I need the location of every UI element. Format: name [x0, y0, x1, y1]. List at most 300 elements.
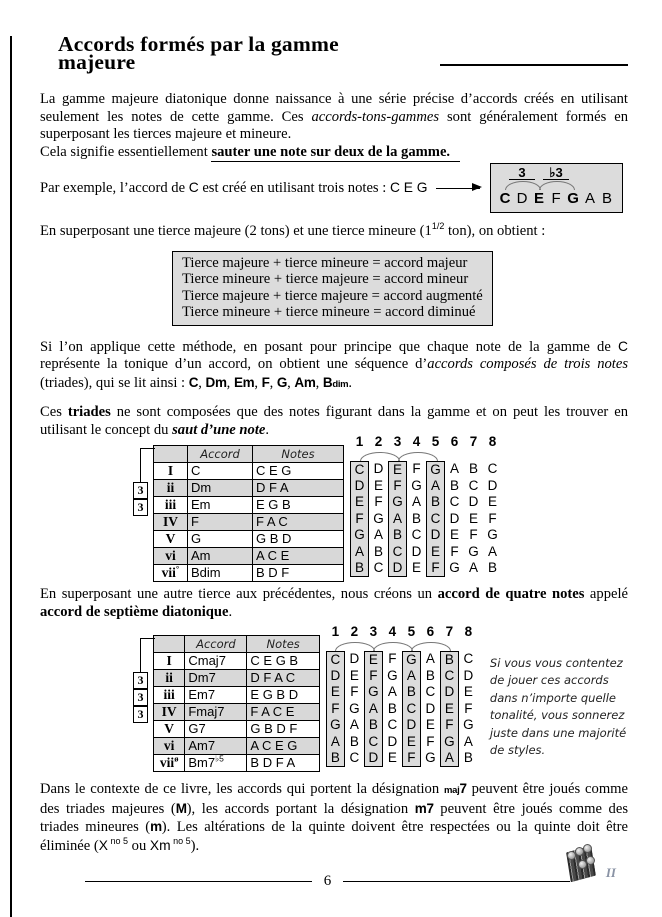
table-row — [154, 670, 320, 687]
triads-section — [127, 433, 628, 582]
text-run: Ces — [40, 404, 68, 420]
publisher-logo — [562, 842, 616, 884]
grid-number: 7 — [469, 434, 478, 449]
table-cell: iii — [154, 497, 188, 514]
seventh-note-grid — [326, 623, 478, 767]
text-run: Si l’on applique cette méthode, en posant pour principe que chaque note de la gamme de — [40, 338, 619, 355]
note-cell: F — [440, 717, 459, 734]
chord-table — [153, 635, 320, 772]
table-cell: F A C E — [247, 704, 320, 721]
table-cell: Fmaj7 — [185, 704, 247, 721]
note-cell: D — [425, 700, 436, 716]
text-run: , — [287, 374, 295, 391]
note-cell: G — [364, 684, 383, 701]
table-cell: Cmaj7 — [185, 653, 247, 670]
note-cell: B — [373, 543, 383, 559]
note-cell: C — [425, 684, 436, 699]
grid-number: 4 — [412, 434, 421, 449]
third-interval-box: 3 — [133, 706, 148, 723]
table-row — [154, 531, 344, 548]
text-run: C E G — [389, 179, 428, 195]
arrow-right-icon — [436, 188, 480, 189]
third-arcs — [350, 451, 502, 461]
third-interval-box: 3 — [133, 689, 148, 706]
note-cell: A — [426, 478, 445, 495]
note-cell: A — [349, 717, 359, 732]
text-run: accords composés de trois notes — [427, 356, 628, 372]
grid-number: 1 — [355, 434, 364, 449]
third-arcs — [326, 641, 478, 651]
note-cell: E — [350, 494, 369, 511]
note-cell: A — [350, 544, 369, 561]
table-cell: I — [154, 463, 188, 480]
note-cell: D — [468, 494, 479, 509]
table-cell: C — [188, 463, 253, 480]
note-cell: D — [349, 651, 360, 666]
table-row — [154, 653, 320, 670]
third-arc-icon — [360, 452, 400, 461]
table-cell: A C E G — [247, 738, 320, 755]
note-cell: A — [388, 511, 407, 528]
grid-number: 7 — [445, 624, 454, 639]
note-cell: G — [487, 527, 498, 542]
table-cell: Bdim — [188, 565, 253, 582]
triad-note-grid — [350, 433, 502, 577]
note-cell: B — [449, 477, 459, 493]
table-row — [154, 565, 344, 582]
text-run: 1/2 — [431, 221, 445, 232]
rule-line-3: Tierce majeure + tierce majeure = accord augmenté — [182, 287, 483, 304]
third-interval-box: 3 — [133, 672, 148, 689]
text-run: maj — [444, 785, 460, 796]
note-cell: B — [468, 461, 478, 476]
grid-number: 8 — [464, 624, 473, 639]
note-cell: A — [364, 701, 383, 718]
text-run: M — [175, 800, 187, 816]
note-cell: B — [426, 494, 445, 511]
rule-line-1: Tierce majeure + tierce mineure = accord majeur — [182, 254, 468, 271]
scale-letter: C — [499, 190, 511, 207]
note-cell: G — [387, 667, 398, 683]
interval-label: ♭3 — [543, 166, 569, 180]
text-run: représente la tonique d’un accord, on obtient une séquence d’ — [40, 356, 428, 372]
chord-table — [153, 445, 344, 582]
table-cell: vii° — [154, 565, 188, 582]
text-run: sauter une note sur deux de la gamme. — [211, 144, 460, 162]
text-run: m — [150, 819, 162, 834]
third-arc-icon — [398, 452, 438, 461]
note-cell: D — [387, 733, 398, 749]
page-content — [0, 32, 662, 855]
table-cell: E G B D — [247, 687, 320, 704]
note-cell: G — [468, 543, 479, 559]
note-cell: B — [440, 651, 459, 668]
text-run: Am — [294, 374, 316, 390]
third-interval-box: 3 — [133, 482, 148, 499]
table-row — [154, 497, 344, 514]
grid-body — [326, 651, 478, 767]
text-run: F — [261, 374, 270, 390]
note-cell: F — [350, 684, 359, 699]
note-cell: C — [326, 651, 345, 668]
table-cell: G B D — [253, 531, 344, 548]
table-cell: Am — [188, 548, 253, 565]
table-row — [154, 463, 344, 480]
note-cell: C — [388, 544, 407, 561]
note-cell: D — [364, 750, 383, 767]
note-cell: C — [364, 734, 383, 751]
table-cell: A C E — [253, 548, 344, 565]
scan-edge-line — [10, 36, 12, 917]
note-cell: E — [426, 544, 445, 561]
grid-number: 6 — [426, 624, 435, 639]
text-run: ou — [128, 837, 150, 854]
grid-number: 3 — [369, 624, 378, 639]
note-cell: D — [426, 527, 445, 544]
note-cell: E — [411, 560, 421, 575]
table-cell: vi — [154, 548, 188, 565]
note-cell: G — [440, 734, 459, 751]
text-run: G — [276, 374, 288, 390]
table-cell: F — [188, 514, 253, 531]
context-paragraph — [40, 780, 628, 855]
note-cell: G — [425, 750, 436, 765]
tuning-peg-icon — [586, 856, 595, 865]
note-cell: F — [412, 461, 421, 476]
table-cell: G7 — [185, 721, 247, 738]
note-cell: C — [411, 527, 422, 542]
text-run: sont généralement formés en superposant les tierces majeure et mineure. — [40, 108, 628, 142]
note-cell: F — [326, 701, 345, 718]
note-cell: F — [469, 527, 478, 542]
text-run: (triades), qui se lit ainsi : — [40, 374, 189, 391]
table-cell: vi — [154, 738, 185, 755]
note-cell: D — [326, 668, 345, 685]
scale-letter: G — [567, 190, 579, 207]
table-cell: C E G B — [247, 653, 320, 670]
note-cell: D — [350, 478, 369, 495]
table-row — [154, 480, 344, 497]
note-cell: G — [388, 494, 407, 511]
note-cell: B — [411, 510, 421, 526]
note-cell: G — [349, 700, 360, 716]
note-cell: F — [374, 494, 383, 509]
third-arc-icon — [373, 642, 413, 651]
note-cell: B — [349, 733, 359, 749]
third-interval-box: 3 — [133, 499, 148, 516]
text-run: Em — [233, 374, 255, 390]
column-header: Notes — [247, 636, 320, 653]
text-run: peuvent être joués comme des triades majeures ( — [40, 781, 628, 817]
table-cell: I — [154, 653, 185, 670]
text-run: accord de septième diatonique — [40, 603, 229, 620]
table-cell: B D F — [253, 565, 344, 582]
note-cell: A — [387, 684, 397, 699]
note-cell: C — [387, 717, 398, 732]
intro-paragraph — [40, 91, 628, 144]
table-cell: V — [154, 721, 185, 738]
handwritten-margin-note: Si vous vous contentez de jouer ces accords dans n’importe quelle tonalité, vous sonnerez juste dans une majorité de styles. — [489, 656, 627, 758]
text-run: Cela signifie essentiellement — [40, 143, 212, 160]
table-cell: ii — [154, 480, 188, 497]
note-cell: A — [402, 668, 421, 685]
text-run: appelé — [584, 586, 629, 602]
table-cell: V — [154, 531, 188, 548]
note-cell: G — [326, 717, 345, 734]
note-cell: D — [487, 477, 498, 493]
note-cell: B — [350, 560, 369, 577]
note-cell: C — [402, 701, 421, 718]
text-run: . — [348, 374, 352, 391]
note-cell: B — [388, 527, 407, 544]
interval-label: 3 — [509, 166, 535, 180]
note-cell: B — [487, 560, 497, 575]
text-run: Dans le contexte de ce livre, les accords qui portent la désignation — [40, 781, 445, 797]
text-run: . — [265, 421, 270, 438]
text-run: B — [322, 374, 333, 390]
note-cell: G — [463, 717, 474, 732]
footer-rule-left — [85, 881, 312, 882]
scale-letter: F — [551, 190, 561, 207]
text-run: ). — [190, 837, 200, 854]
table-cell: Em — [188, 497, 253, 514]
text-run: est créé en utilisant trois notes : — [198, 179, 390, 196]
table-cell: F A C — [253, 514, 344, 531]
grid-number: 6 — [450, 434, 459, 449]
table-row — [154, 755, 320, 772]
note-cell: B — [402, 684, 421, 701]
note-cell: E — [402, 734, 421, 751]
tuning-peg-icon — [583, 844, 592, 853]
column-header — [154, 446, 188, 463]
example-row — [40, 163, 628, 213]
text-run: m7 — [414, 800, 434, 816]
text-run: Par exemple, l’accord de — [40, 179, 189, 196]
note-cell: B — [425, 667, 435, 683]
third-arc-icon — [539, 181, 575, 190]
sevenths-section — [127, 623, 628, 772]
table-cell: C E G — [253, 463, 344, 480]
note-cell: F — [350, 511, 369, 528]
note-cell: B — [326, 750, 345, 767]
table-cell: Am7 — [185, 738, 247, 755]
third-arc-icon — [335, 642, 375, 651]
text-run: 7 — [459, 781, 467, 796]
note-cell: F — [388, 651, 397, 666]
seventh-paragraph — [40, 586, 628, 621]
interval-labels — [497, 166, 616, 180]
superpose-paragraph — [40, 223, 628, 241]
note-cell: E — [425, 717, 435, 732]
table-cell: G B D F — [247, 721, 320, 738]
grid-number: 3 — [393, 434, 402, 449]
note-cell: C — [440, 668, 459, 685]
text-run: X — [98, 837, 108, 853]
table-row — [154, 721, 320, 738]
note-cell: E — [388, 461, 407, 478]
text-run: Xm — [149, 837, 171, 853]
scale-box — [490, 163, 623, 213]
grid-body — [350, 461, 502, 577]
example-text — [40, 179, 428, 198]
note-cell: C — [426, 511, 445, 528]
note-cell: F — [364, 668, 383, 685]
grid-number: 1 — [331, 624, 340, 639]
table-row — [154, 548, 344, 565]
column-header: Accord — [185, 636, 247, 653]
table-row — [154, 704, 320, 721]
note-cell: C — [468, 477, 479, 493]
note-cell: B — [387, 700, 397, 716]
note-cell: E — [349, 667, 359, 683]
note-cell: A — [425, 651, 435, 666]
note-cell: E — [449, 527, 459, 542]
arrow-head-icon — [472, 183, 482, 191]
note-cell: A — [468, 560, 478, 575]
table-row — [154, 738, 320, 755]
text-run: no 5 — [107, 835, 128, 846]
note-cell: D — [411, 543, 422, 559]
seventh-chord-table — [127, 635, 320, 772]
grid-numbers — [326, 623, 478, 641]
note-cell: C — [487, 461, 498, 476]
text-run: ), les accords portant la désignation — [186, 800, 415, 817]
note-cell: F — [402, 750, 421, 767]
note-cell: B — [364, 717, 383, 734]
note-cell: A — [463, 733, 473, 749]
text-run: , — [269, 374, 277, 391]
scale-letter: B — [602, 190, 613, 207]
text-run: En superposant une tierce majeure (2 tons) et une tierce mineure (1 — [40, 223, 432, 239]
grid-number: 2 — [350, 624, 359, 639]
title-row — [58, 32, 628, 74]
rule-line-4: Tierce mineure + tierce mineure = accord diminué — [182, 304, 476, 320]
note-cell: D — [449, 510, 460, 526]
note-cell: E — [487, 494, 497, 509]
method-paragraph — [40, 338, 628, 394]
triad-chord-table — [127, 445, 344, 582]
note-cell: A — [487, 543, 497, 559]
scale-letter: E — [534, 190, 545, 207]
page-title: Accords formés par la gamme majeure — [58, 32, 339, 74]
text-run: ne sont composées que des notes figurant dans la gamme et on peut les trouver en utilisant le concept du — [40, 404, 628, 438]
table-row — [154, 687, 320, 704]
grid-number: 8 — [488, 434, 497, 449]
title-rule — [440, 64, 628, 66]
text-run: En superposant une autre tierce aux précédentes, nous créons un — [40, 586, 438, 602]
note-cell: F — [388, 478, 407, 495]
note-cell: G — [449, 560, 460, 575]
table-cell: D F A — [253, 480, 344, 497]
table-cell: IV — [154, 704, 185, 721]
third-rules-box — [172, 251, 493, 326]
page-number: 6 — [323, 873, 332, 889]
note-cell: D — [463, 667, 474, 683]
text-run: no 5 — [170, 835, 191, 846]
text-run: saut d’une note — [172, 421, 266, 438]
text-run: C — [188, 179, 199, 195]
note-cell: C — [373, 560, 384, 575]
table-cell: Dm7 — [185, 670, 247, 687]
footer-rule-right — [343, 881, 570, 882]
text-run: , — [226, 374, 234, 391]
table-cell: ii — [154, 670, 185, 687]
note-cell: G — [411, 477, 422, 493]
note-cell: D — [388, 560, 407, 577]
note-cell: E — [468, 510, 478, 526]
note-cell: G — [402, 651, 421, 668]
grid-number: 5 — [431, 434, 440, 449]
note-cell: D — [402, 717, 421, 734]
note-cell: E — [463, 684, 473, 699]
note-cell: F — [426, 560, 445, 577]
note-cell: E — [373, 477, 383, 493]
table-cell: D F A C — [247, 670, 320, 687]
text-run: , — [198, 374, 206, 391]
grid-number: 4 — [388, 624, 397, 639]
note-cell: C — [349, 750, 360, 765]
column-header: Notes — [253, 446, 344, 463]
third-arc-icon — [411, 642, 451, 651]
column-header: Accord — [188, 446, 253, 463]
note-cell: G — [373, 510, 384, 526]
text-run: ). Les altérations de la quinte doivent être respectées ou la quinte doit être éliminée ( — [40, 819, 628, 854]
note-cell: G — [426, 461, 445, 478]
scale-letter: D — [516, 190, 528, 207]
note-cell: A — [440, 750, 459, 767]
text-run: accords-tons-gammes — [311, 108, 440, 125]
note-cell: C — [463, 651, 474, 666]
note-cell: A — [373, 527, 383, 542]
note-cell: E — [326, 684, 345, 701]
text-run: Dm — [205, 374, 227, 390]
table-row — [154, 514, 344, 531]
table-cell: Em7 — [185, 687, 247, 704]
text-run: peuvent être joués comme des triades mineures ( — [40, 800, 629, 835]
note-cell: D — [440, 684, 459, 701]
note-cell: B — [463, 750, 473, 765]
text-run: accord de quatre notes — [437, 586, 585, 602]
note-cell: C — [449, 494, 460, 509]
table-cell: vii$^ø$ — [154, 755, 185, 772]
note-cell: A — [326, 734, 345, 751]
text-run: , — [254, 374, 262, 391]
grid-numbers — [350, 433, 502, 451]
table-cell: E G B — [253, 497, 344, 514]
note-cell: F — [450, 543, 459, 559]
third-arc-icon — [505, 181, 541, 190]
text-run: C — [618, 338, 628, 354]
note-cell: G — [350, 527, 369, 544]
note-cell: F — [464, 700, 473, 716]
column-header — [154, 636, 185, 653]
note-cell: A — [449, 461, 459, 476]
text-run: triades — [67, 404, 111, 420]
text-run: , — [315, 374, 323, 391]
note-cell: E — [364, 651, 383, 668]
page-footer — [85, 874, 570, 889]
note-cell: F — [488, 510, 497, 526]
rule-line-2: Tierce mineure + tierce majeure = accord mineur — [182, 271, 469, 287]
table-cell: IV — [154, 514, 188, 531]
note-cell: F — [426, 733, 435, 749]
note-cell: E — [440, 701, 459, 718]
note-cell: C — [350, 461, 369, 478]
table-cell: G — [188, 531, 253, 548]
scale-letters — [497, 189, 616, 208]
text-run: La gamme majeure diatonique donne naissance à une série précise d’accords créés en utilisant seulement les notes de cette gamme. Ces — [40, 91, 628, 125]
table-cell: B D F A — [247, 755, 320, 772]
